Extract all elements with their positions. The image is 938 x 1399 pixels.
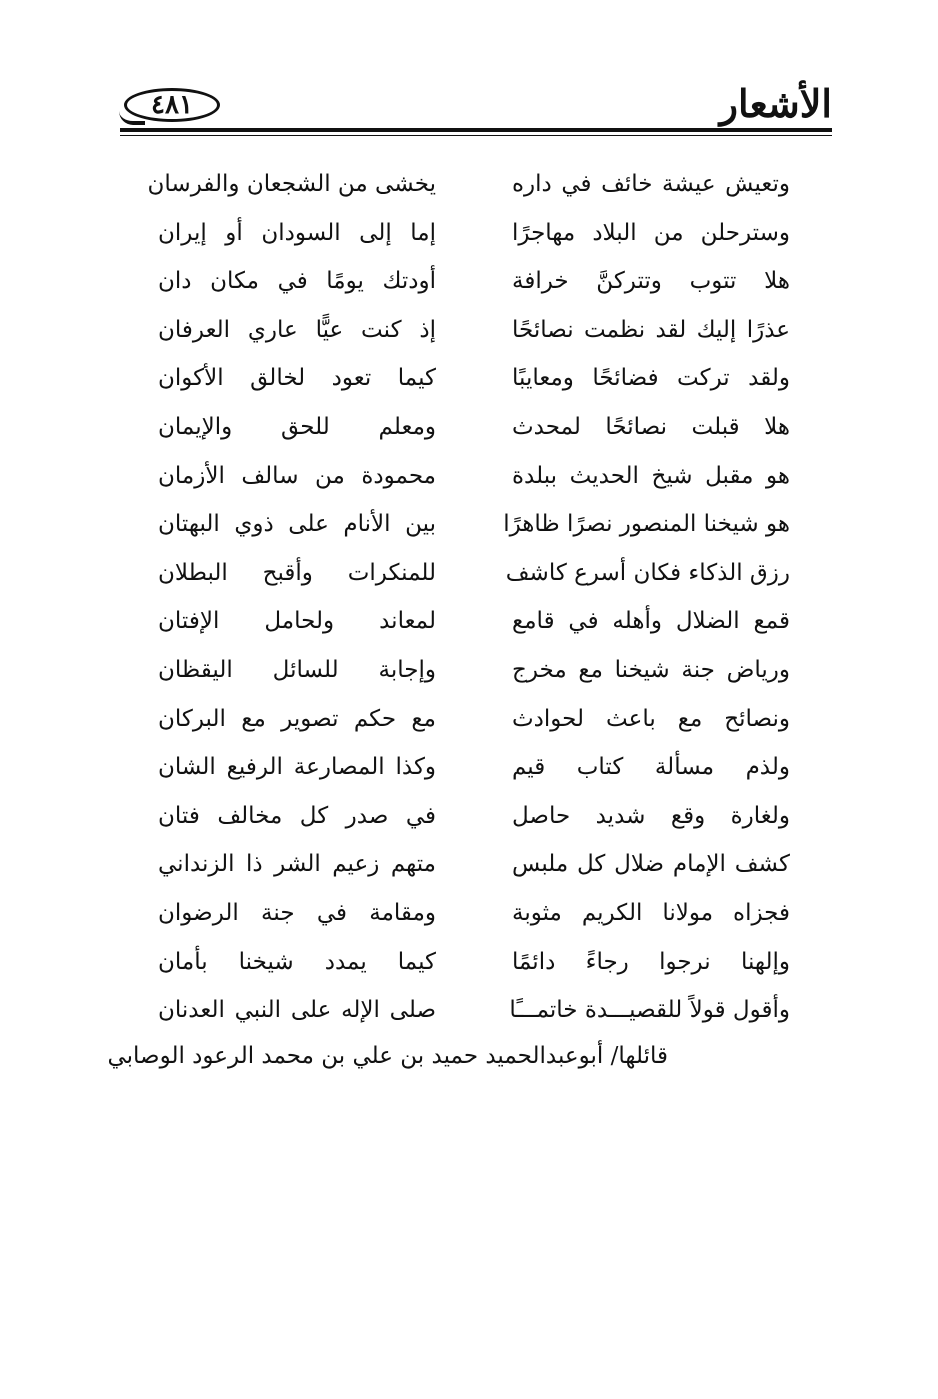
verse-line bbox=[150, 500, 790, 549]
verse-line bbox=[150, 354, 790, 403]
poem-attribution: قائلها/ أبوعبدالحميد حميد بن علي بن محمد الرعود الوصابي bbox=[107, 1043, 668, 1069]
verse-line bbox=[150, 549, 790, 598]
verse-line bbox=[150, 889, 790, 938]
verse-second-hemistich: صلى الإله على النبي العدنان bbox=[158, 997, 436, 1024]
verse-line bbox=[150, 743, 790, 792]
verse-line bbox=[147, 160, 790, 209]
verse-line bbox=[150, 257, 790, 306]
verse-second-hemistich: إما إلى السودان أو إيران bbox=[158, 219, 436, 246]
verse-first-hemistich: ورياض جنة شيخنا مع مخرج bbox=[512, 656, 790, 683]
verse-second-hemistich: متهم زعيم الشر ذا الزنداني bbox=[158, 851, 436, 878]
verse-second-hemistich: كيما تعود لخالق الأكوان bbox=[158, 365, 436, 392]
verse-line bbox=[150, 452, 790, 501]
chapter-title: الأشعار bbox=[719, 81, 832, 126]
verse-second-hemistich: لمعاند ولحامل الإفتان bbox=[158, 608, 436, 635]
verse-line bbox=[150, 986, 790, 1035]
page-header bbox=[120, 80, 832, 130]
verse-second-hemistich: يخشى من الشجعان والفرسان bbox=[147, 171, 436, 197]
verse-second-hemistich: للمنكرات وأقبح البطلان bbox=[158, 559, 436, 586]
poem bbox=[147, 160, 790, 1035]
verse-second-hemistich: وإجابة للسائل اليقظان bbox=[158, 656, 436, 683]
verse-first-hemistich: ولقد تركت فضائحًا ومعايبًا bbox=[512, 365, 790, 392]
verse-second-hemistich: بين الأنام على ذوي البهتان bbox=[158, 511, 436, 538]
verse-first-hemistich: وسترحلن من البلاد مهاجرًا bbox=[512, 219, 790, 246]
verse-second-hemistich: ومقامة في جنة الرضوان bbox=[158, 899, 436, 926]
verse-line bbox=[150, 403, 790, 452]
verse-first-hemistich: وأقول قولاً للقصيـــدة خاتمـــًا bbox=[509, 997, 790, 1024]
verse-line bbox=[150, 792, 790, 841]
verse-second-hemistich: وكذا المصارعة الرفيع الشان bbox=[158, 754, 436, 781]
page-number-badge: ٤٨١ bbox=[124, 88, 220, 122]
header-rule-thin bbox=[120, 135, 832, 136]
verse-first-hemistich: كشف الإمام ضلال كل ملبس bbox=[512, 851, 790, 878]
verse-line bbox=[150, 306, 790, 355]
verse-first-hemistich: ولغارة وقع شديد حاصل bbox=[512, 802, 790, 829]
verse-first-hemistich: رزق الذكاء فكان أسرع كاشف bbox=[505, 559, 790, 586]
verse-second-hemistich: محمودة من سالف الأزمان bbox=[158, 462, 436, 489]
verse-first-hemistich: فجزاه مولانا الكريم مثوبة bbox=[512, 899, 790, 926]
verse-first-hemistich: هو شيخنا المنصور نصرًا ظاهرًا bbox=[503, 511, 790, 538]
verse-line bbox=[150, 646, 790, 695]
verse-first-hemistich: هلا تتوب وتتركنَّ خرافة bbox=[512, 268, 790, 295]
verse-second-hemistich: في صدر كل مخالف فتان bbox=[158, 802, 436, 829]
verse-first-hemistich: هلا قبلت نصائحًا لمحدث bbox=[512, 413, 790, 440]
verse-second-hemistich: كيما يمدد شيخنا بأمان bbox=[158, 948, 436, 975]
verse-first-hemistich: وإلهنا نرجوا رجاءً دائمًا bbox=[512, 948, 790, 975]
verse-line bbox=[150, 840, 790, 889]
verse-first-hemistich: وتعيش عيشة خائف في داره bbox=[512, 171, 790, 197]
verse-line bbox=[150, 209, 790, 258]
verse-second-hemistich: مع حكم تصوير مع البركان bbox=[158, 705, 436, 732]
verse-line bbox=[150, 597, 790, 646]
verse-first-hemistich: ونصائح مع باعث لحوادث bbox=[512, 705, 790, 732]
verse-first-hemistich: قمع الضلال وأهله في قامع bbox=[512, 608, 790, 635]
verse-second-hemistich: ومعلم للحق والإيمان bbox=[158, 413, 436, 440]
verse-line bbox=[150, 695, 790, 744]
header-rule-thick bbox=[120, 128, 832, 132]
verse-second-hemistich: أودتك يومًا في مكان دان bbox=[158, 268, 436, 295]
verse-first-hemistich: عذرًا إليك لقد نظمت نصائحًا bbox=[512, 316, 790, 343]
verse-second-hemistich: إذ كنت عيًّا عاري العرفان bbox=[158, 316, 436, 343]
verse-line bbox=[150, 938, 790, 987]
verse-first-hemistich: ولذم مسألة كتاب قيم bbox=[512, 754, 790, 781]
verse-first-hemistich: هو مقبل شيخ الحديث ببلدة bbox=[512, 462, 790, 489]
